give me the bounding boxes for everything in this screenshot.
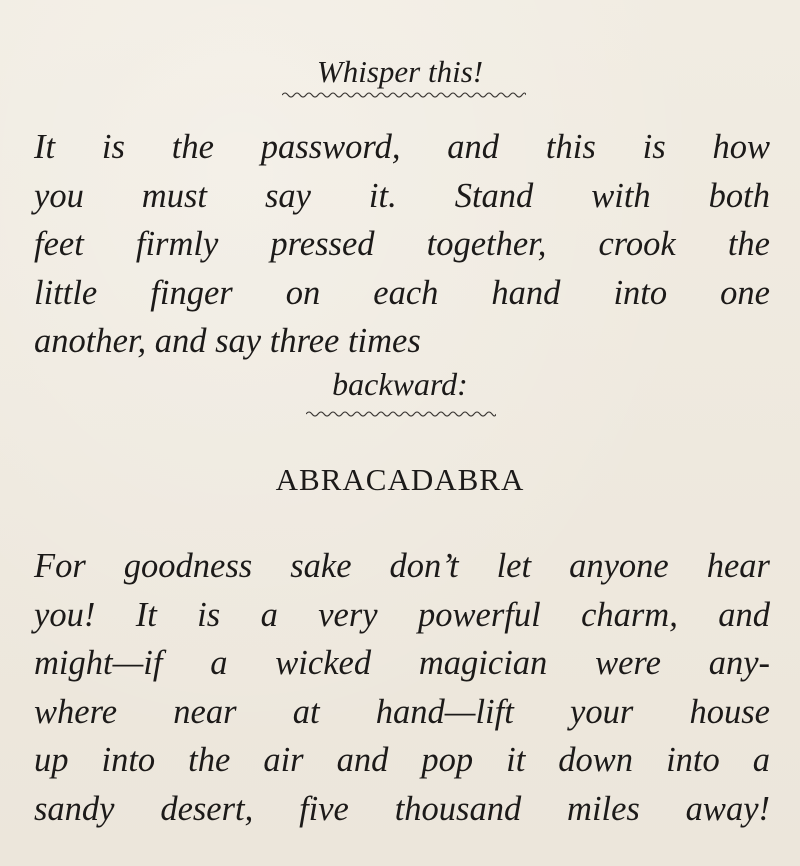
paragraph-1-line: little finger on each hand into one (34, 273, 770, 312)
paragraph-1 (34, 123, 770, 366)
paragraph-2-line: sandy desert, five thousand miles away! (34, 789, 770, 828)
paragraph-1-line: It is the password, and this is how (34, 128, 770, 166)
page-heading: Whisper this! (316, 54, 484, 89)
subheading: backward: (332, 366, 468, 402)
heading-wavy-underline (282, 90, 526, 100)
paragraph-1-line: you must say it. Stand with both (34, 176, 770, 215)
paragraph-2-line: where near at hand—lift your house (34, 692, 770, 731)
paragraph-2-line: might—if a wicked magician were any- (34, 644, 770, 682)
paragraph-2-line: For goodness sake don’t let anyone hear (34, 547, 770, 585)
paragraph-2-line: up into the air and pop it down into a (34, 741, 770, 779)
paragraph-1-line: another, and say three times (34, 322, 421, 360)
subheading-wavy-underline (306, 409, 496, 419)
paragraph-2-line: you! It is a very powerful charm, and (34, 595, 770, 634)
paragraph-2 (34, 542, 770, 833)
charm-word: ABRACADABRA (275, 462, 525, 497)
paragraph-1-line: feet firmly pressed together, crook the (34, 225, 770, 263)
